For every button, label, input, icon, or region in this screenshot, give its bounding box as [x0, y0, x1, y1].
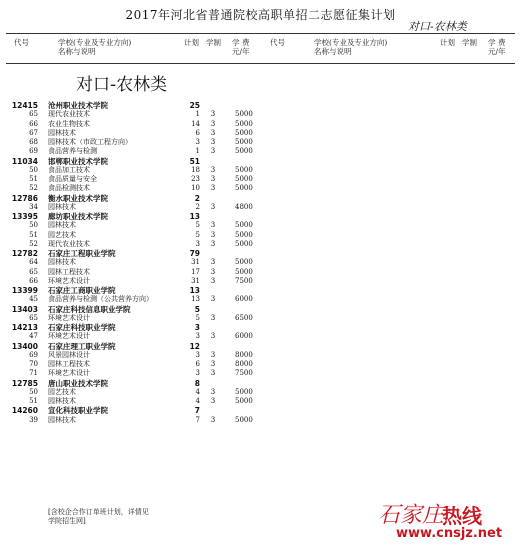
row-name: 园林技术: [48, 128, 76, 137]
school-row: [0, 194, 260, 203]
row-plan: 13: [189, 212, 200, 221]
row-plan: 5: [195, 313, 200, 322]
row-name: 园林工程技术: [48, 360, 90, 368]
col-header-fee-line2: 元/年: [232, 47, 250, 56]
col-header-code: 代号: [14, 38, 29, 47]
major-row: [0, 268, 260, 277]
enrollment-note-line2: 学院招生网]: [48, 517, 86, 525]
row-name: 园林技术: [48, 258, 76, 267]
col-header-plan: 计划: [184, 38, 199, 47]
major-row: [0, 184, 260, 193]
school-row: [0, 323, 260, 332]
row-name: 食品检测技术: [48, 184, 90, 193]
row-name: 廊坊职业技术学院: [48, 212, 108, 221]
major-row: [0, 231, 260, 240]
site-watermark: [376, 498, 521, 547]
row-plan: 7: [194, 406, 200, 416]
row-plan: 6: [195, 128, 200, 137]
major-row: [0, 332, 260, 341]
row-fee: 4800: [235, 202, 253, 211]
row-years: 3: [210, 387, 216, 396]
row-name: 宣化科技职业学院: [48, 406, 108, 416]
row-name: 环境艺术设计: [48, 276, 90, 285]
col-header-years-right: 学制: [462, 38, 477, 47]
plan-table: [0, 101, 260, 425]
row-fee: 5000: [235, 119, 253, 128]
major-row: [0, 120, 260, 129]
col-header-school-right: [314, 38, 387, 56]
major-row: [0, 277, 260, 286]
row-name: 园艺技术: [48, 230, 76, 239]
watermark-brand-city: 石家庄: [378, 503, 445, 528]
major-row: [0, 295, 260, 304]
row-plan: 13: [189, 286, 200, 295]
row-years: 3: [210, 397, 216, 405]
row-code: 51: [29, 175, 38, 183]
row-years: 3: [210, 110, 216, 119]
row-code: 34: [29, 202, 38, 211]
row-name: 环境艺术设计: [48, 313, 90, 322]
row-years: 3: [210, 313, 216, 322]
row-plan: 2: [195, 202, 200, 211]
row-fee: 5000: [235, 165, 253, 174]
row-years: 3: [210, 138, 216, 146]
col-header-fee-right-line1: 学 费: [488, 38, 506, 47]
row-name: 园林工程技术: [48, 267, 90, 276]
major-row: [0, 110, 260, 119]
row-fee: 5000: [235, 175, 253, 183]
major-row: [0, 203, 260, 212]
row-name: 食品质量与安全: [48, 175, 97, 183]
row-plan: 5: [194, 304, 200, 314]
row-years: 3: [210, 119, 216, 128]
row-name: 石家庄工商职业学院: [48, 286, 116, 295]
row-plan: 25: [189, 101, 200, 110]
row-name: 衡水职业技术学院: [48, 193, 108, 203]
row-name: 现代农业技术: [48, 110, 90, 119]
row-plan: 3: [195, 369, 200, 378]
row-name: 园林技术: [48, 202, 76, 211]
row-plan: 31: [191, 258, 200, 267]
row-plan: 4: [195, 387, 200, 396]
row-code: 71: [29, 369, 38, 378]
row-plan: 7: [195, 415, 200, 424]
col-header-fee-line1: 学 费: [232, 38, 250, 47]
row-name: 农业生物技术: [48, 119, 90, 128]
school-row: [0, 406, 260, 415]
major-row: [0, 240, 260, 249]
major-row: [0, 175, 260, 184]
row-plan: 3: [195, 332, 200, 341]
school-row: [0, 212, 260, 221]
row-years: 3: [210, 415, 216, 424]
row-fee: 5000: [235, 397, 253, 405]
major-row: [0, 147, 260, 156]
row-years: 3: [210, 147, 216, 156]
row-years: 3: [210, 165, 216, 174]
row-code: 50: [29, 165, 38, 174]
row-fee: 5000: [235, 128, 253, 137]
row-plan: 10: [191, 184, 200, 193]
watermark-brand-hotline: 热线: [442, 504, 482, 528]
row-name: 石家庄科技职业学院: [48, 323, 116, 332]
row-years: 3: [210, 332, 216, 341]
row-code: 65: [29, 313, 38, 322]
row-plan: 2: [194, 193, 200, 203]
row-fee: 7500: [235, 369, 253, 378]
row-code: 51: [29, 230, 38, 239]
row-code: 64: [29, 258, 38, 267]
row-code: 52: [29, 184, 38, 193]
header-rule: [6, 63, 515, 64]
major-row: [0, 360, 260, 369]
row-code: 11034: [11, 156, 38, 166]
row-plan: 5: [195, 230, 200, 239]
row-code: 69: [29, 350, 38, 359]
row-code: 12786: [11, 193, 38, 203]
school-row: [0, 157, 260, 166]
row-name: 风景园林设计: [48, 350, 90, 359]
row-name: 食品营养与检测（公共营养方向）: [48, 295, 153, 304]
row-years: 3: [210, 239, 216, 248]
row-years: 3: [210, 230, 216, 239]
row-fee: 5000: [235, 138, 253, 146]
row-plan: 3: [195, 239, 200, 248]
row-fee: 6000: [235, 332, 253, 341]
row-years: 3: [210, 128, 216, 137]
row-years: 3: [210, 295, 216, 304]
row-name: 唐山职业技术学院: [48, 378, 108, 388]
school-row: [0, 286, 260, 295]
row-fee: 8000: [235, 350, 253, 359]
row-name: 园林技术: [48, 221, 76, 230]
major-row: [0, 258, 260, 267]
row-code: 14213: [11, 323, 38, 332]
row-plan: 1: [195, 110, 200, 119]
row-years: 3: [210, 360, 216, 368]
row-plan: 79: [189, 249, 200, 258]
row-plan: 8: [194, 378, 200, 388]
row-name: 石家庄科技信息职业学院: [48, 304, 131, 314]
row-years: 3: [210, 267, 216, 276]
row-fee: 7500: [235, 276, 253, 285]
row-code: 12782: [11, 249, 38, 258]
row-name: 园林技术: [48, 415, 76, 424]
row-code: 12415: [11, 101, 38, 110]
school-row: [0, 342, 260, 351]
row-fee: 5000: [235, 387, 253, 396]
school-row: [0, 249, 260, 258]
enrollment-note-line1: [含校企合作订单班计划，详情见: [48, 508, 149, 516]
row-name: 食品加工技术: [48, 165, 90, 174]
row-name: 园艺技术: [48, 387, 76, 396]
row-code: 70: [29, 360, 38, 368]
row-code: 13399: [11, 286, 38, 295]
watermark-url: www.cnsjz.net: [396, 526, 503, 541]
row-years: 3: [210, 258, 216, 267]
col-header-school-line1: 学校(专业及专业方向): [58, 38, 132, 47]
major-row: [0, 129, 260, 138]
major-row: [0, 397, 260, 406]
row-years: 3: [210, 175, 216, 183]
school-row: [0, 379, 260, 388]
row-code: 52: [29, 239, 38, 248]
col-header-school-line2: 名称与说明: [58, 47, 96, 56]
row-plan: 31: [191, 276, 200, 285]
row-code: 50: [29, 221, 38, 230]
col-header-fee: [232, 38, 250, 56]
major-row: [0, 314, 260, 323]
row-code: 69: [29, 147, 38, 156]
row-plan: 18: [191, 165, 200, 174]
row-fee: 5000: [235, 221, 253, 230]
row-name: 石家庄理工职业学院: [48, 341, 116, 351]
row-plan: 3: [195, 138, 200, 146]
row-code: 50: [29, 387, 38, 396]
row-plan: 6: [195, 360, 200, 368]
row-name: 沧州职业技术学院: [48, 101, 108, 110]
row-code: 39: [29, 415, 38, 424]
row-plan: 5: [195, 221, 200, 230]
col-header-fee-right: [488, 38, 506, 56]
row-plan: 14: [191, 119, 200, 128]
row-name: 食品营养与检测: [48, 147, 97, 156]
col-header-years: 学制: [206, 38, 221, 47]
row-name: 环境艺术设计: [48, 369, 90, 378]
row-plan: 3: [194, 323, 200, 332]
page-title: 2017年河北省普通院校高职单招二志愿征集计划: [125, 8, 396, 22]
row-years: 3: [210, 221, 216, 230]
row-code: 65: [29, 267, 38, 276]
major-row: [0, 221, 260, 230]
row-years: 3: [210, 184, 216, 193]
row-code: 13403: [11, 304, 38, 314]
row-name: 环境艺术设计: [48, 332, 90, 341]
row-fee: 5000: [235, 147, 253, 156]
major-row: [0, 369, 260, 378]
row-fee: 5000: [235, 258, 253, 267]
col-header-code-right: 代号: [270, 38, 285, 47]
row-plan: 17: [191, 267, 200, 276]
row-code: 67: [29, 128, 38, 137]
row-plan: 13: [191, 295, 200, 304]
row-fee: 8000: [235, 360, 253, 368]
row-code: 14260: [11, 406, 38, 416]
major-row: [0, 351, 260, 360]
row-years: 3: [210, 369, 216, 378]
row-years: 3: [210, 276, 216, 285]
row-plan: 3: [195, 350, 200, 359]
row-fee: 5000: [235, 239, 253, 248]
row-code: 47: [29, 332, 38, 341]
row-name: 石家庄工程职业学院: [48, 249, 116, 258]
row-name: 园林技术（市政工程方向）: [48, 138, 132, 146]
row-plan: 51: [189, 156, 200, 166]
row-fee: 6000: [235, 295, 253, 304]
section-title: 对口-农林类: [76, 75, 168, 95]
row-code: 45: [29, 295, 38, 304]
major-row: [0, 416, 260, 425]
row-code: 68: [29, 138, 38, 146]
row-plan: 1: [195, 147, 200, 156]
row-code: 65: [29, 110, 38, 119]
col-header-school: [58, 38, 131, 56]
major-row: [0, 388, 260, 397]
row-code: 51: [29, 397, 38, 405]
row-plan: 12: [189, 341, 200, 351]
school-row: [0, 101, 260, 110]
row-code: 13395: [11, 212, 38, 221]
row-fee: 5000: [235, 230, 253, 239]
row-code: 66: [29, 119, 38, 128]
row-fee: 5000: [235, 267, 253, 276]
row-name: 园林技术: [48, 397, 76, 405]
row-plan: 4: [195, 397, 200, 405]
row-code: 13400: [11, 341, 38, 351]
row-code: 66: [29, 276, 38, 285]
row-fee: 5000: [235, 184, 253, 193]
major-row: [0, 166, 260, 175]
col-header-school-right-line2: 名称与说明: [314, 47, 352, 56]
row-plan: 23: [191, 175, 200, 183]
row-code: 12785: [11, 378, 38, 388]
top-rule: [6, 33, 515, 34]
col-header-plan-right: 计划: [440, 38, 455, 47]
row-fee: 6500: [235, 313, 253, 322]
row-name: 现代农业技术: [48, 239, 90, 248]
enrollment-note: [48, 508, 149, 526]
row-years: 3: [210, 350, 216, 359]
col-header-school-right-line1: 学校(专业及专业方向): [314, 38, 388, 47]
row-fee: 5000: [235, 415, 253, 424]
row-fee: 5000: [235, 110, 253, 119]
major-row: [0, 138, 260, 147]
school-row: [0, 305, 260, 314]
row-years: 3: [210, 202, 216, 211]
row-name: 邯郸职业技术学院: [48, 156, 108, 166]
category-tag: 对口-农林类: [408, 20, 467, 33]
col-header-fee-right-line2: 元/年: [488, 47, 506, 56]
